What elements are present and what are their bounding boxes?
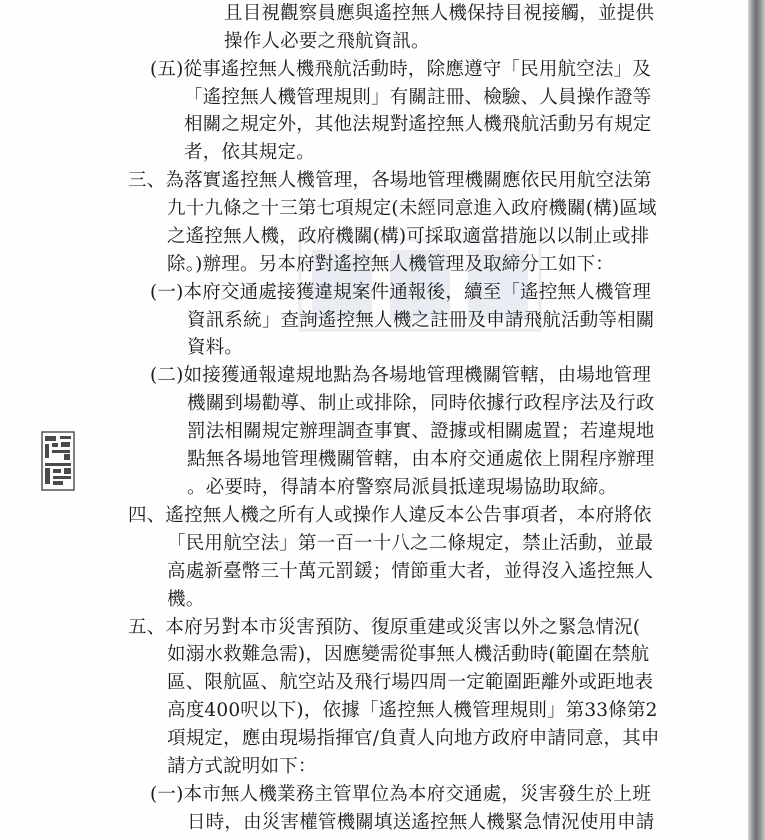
text-line-11: (一)本府交通處接獲違規案件通報後，續至「遙控無人機管理: [150, 282, 652, 303]
text-line-10: 除。)辦理。另本府對遙控無人機管理及取締分工如下：: [167, 254, 614, 275]
text-line-28: 請方式說明如下：: [167, 756, 317, 777]
text-line-26: 高度400呎以下)，依據「遙控無人機管理規則」第33條第2: [167, 700, 658, 721]
text-line-30: 日時，由災害權管機關填送遙控無人機緊急情況使用申請: [187, 812, 655, 833]
text-line-24: 如溺水救難急需)，因應變需從事無人機活動時(範圍在禁航: [167, 644, 650, 665]
text-line-1: 且目視觀察員應與遙控無人機保持目視接觸，並提供: [224, 3, 655, 24]
text-line-5: 相關之規定外，其他法規對遙控無人機飛航活動另有規定: [184, 114, 652, 135]
text-line-4: 「遙控無人機管理規則」有關註冊、檢驗、人員操作證等: [184, 87, 652, 108]
text-line-12: 資訊系統」查詢遙控無人機之註冊及申請飛航活動等相關: [187, 310, 655, 331]
seal-stamp-icon: [40, 430, 76, 492]
text-line-20: 「民用航空法」第一百一十八之二條規定，禁止活動，並最: [167, 533, 654, 554]
scan-edge-shadow: [748, 0, 765, 840]
text-line-17: 點無各場地管理機關管轄，由本府交通處依上開程序辦理: [187, 449, 655, 470]
text-line-22: 機。: [167, 589, 205, 610]
text-line-25: 區、限航區、航空站及飛行場四周一定範圍距離外或距地表: [167, 672, 654, 693]
text-line-23: 五、本府另對本市災害預防、復原重建或災害以外之緊急情況(: [128, 617, 641, 638]
text-line-16: 罰法相關規定辦理調查事實、證據或相關處置；若違規地: [187, 421, 655, 442]
text-line-15: 機關到場勸導、制止或排除，同時依據行政程序法及行政: [187, 393, 655, 414]
text-line-29: (一)本市無人機業務主管單位為本府交通處，災害發生於上班: [150, 784, 652, 805]
text-line-13: 資料。: [187, 337, 244, 358]
text-line-19: 四、遙控無人機之所有人或操作人違反本公告事項者，本府將依: [128, 505, 652, 526]
text-line-18: 。必要時，得請本府警察局派員抵達現場協助取締。: [187, 477, 618, 498]
text-line-27: 項規定，應由現場指揮官/負責人向地方政府申請同意，其申: [167, 728, 660, 749]
text-line-21: 高處新臺幣三十萬元罰鍰；情節重大者，並得沒入遙控無人: [167, 561, 654, 582]
text-line-8: 九十九條之十三第七項規定(未經同意進入政府機關(構)區域: [167, 198, 657, 219]
text-line-6: 者，依其規定。: [184, 142, 315, 163]
text-line-9: 之遙控無人機，政府機關(構)可採取適當措施以以制止或排: [167, 226, 650, 247]
text-line-2: 操作人必要之飛航資訊。: [224, 31, 430, 52]
text-line-7: 三、為落實遙控無人機管理，各場地管理機關應依民用航空法第: [128, 170, 652, 191]
text-line-3: (五)從事遙控無人機飛航活動時，除應遵守「民用航空法」及: [150, 59, 652, 80]
text-line-14: (二)如接獲通報違規地點為各場地管理機關管轄，由場地管理: [150, 365, 652, 386]
